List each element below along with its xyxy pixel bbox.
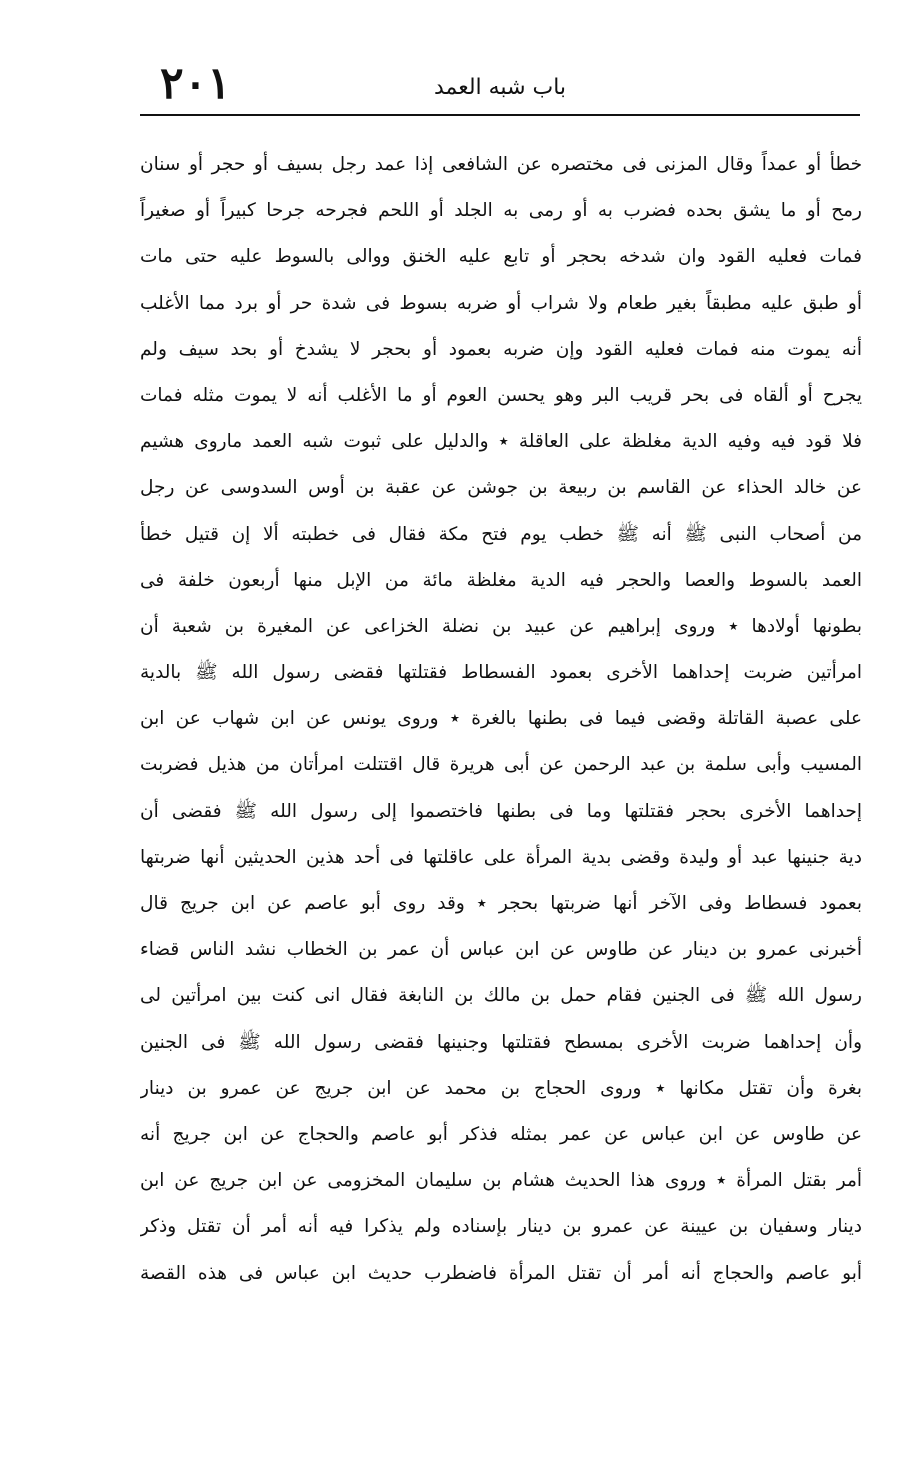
text-line: رسول الله ﷺ فى الجنين فقام حمل بن مالك بن النابغة فقال انى كنت بين امرأتين لى [140,985,862,1007]
text-line: فلا قود فيه وفيه الدية مغلظة على العاقلة ٭ والدليل على ثبوت شبه العمد ماروى هشيم [140,431,862,453]
text-line: أبو عاصم والحجاج أنه أمر أن تقتل المرأة فاضطرب حديث ابن عباس فى هذه القصة [140,1262,862,1284]
text-line: أو طبق عليه مطبقاً بغير طعام ولا شراب أو ضربه بسوط فى شدة حر أو برد مما الأغلب [140,292,862,314]
text-line: يجرح أو ألقاه فى بحر قريب البر وهو يحسن العوم أو ما الأغلب أنه لا يموت مثله فمات [140,384,862,406]
text-line: رمح أو ما يشق بحده فضرب به أو رمى به الجلد أو اللحم فجرحه جرحا كبيراً أو صغيراً [140,200,862,222]
text-line: المسيب وأبى سلمة بن عبد الرحمن عن أبى هريرة قال اقتتلت امرأتان من هذيل فضربت [140,754,862,776]
text-line: إحداهما الأخرى بحجر فقتلتها وما فى بطنها فاختصموا إلى رسول الله ﷺ فقضى أن [140,800,862,822]
text-line: أنه يموت منه فمات فعليه القود وإن ضربه بعمود أو بحجر لا يشدخ أو بحد سيف ولم [140,338,862,360]
text-line: العمد بالسوط والعصا والحجر فيه الدية مغلظة مائة من الإبل منها أربعون خلفة فى [140,569,862,591]
text-line: بطونها أولادها ٭ وروى إبراهيم عن عبيد بن نضلة الخزاعى عن المغيرة بن شعبة أن [140,615,862,637]
text-line: بعمود فسطاط وفى الآخر أنها ضربتها بحجر ٭ وقد روى أبو عاصم عن ابن جريج قال [140,893,862,914]
running-title: باب شبه العمد [433,75,567,100]
text-line: خطأ أو عمداً وقال المزنى فى مختصره عن الشافعى إذا عمد رجل بسيف أو حجر أو سنان [140,154,862,175]
scan-speck [28,28,36,34]
header-rule [140,114,860,116]
text-line: من أصحاب النبى ﷺ أنه ﷺ خطب يوم فتح مكة فقال فى خطبته ألا إن قتيل خطأ [140,523,862,545]
text-line: عن خالد الحذاء عن القاسم بن ربيعة بن جوشن عن عقبة بن أوس السدوسى عن رجل [140,477,862,499]
text-line: دية جنينها عبد أو وليدة وقضى بدية المرأة على عاقلتها فى أحد هذين الحديثين أنها ضربتها [140,846,862,868]
text-line: عن طاوس عن ابن عباس عن عمر بمثله فذكر أبو عاصم والحجاج عن ابن جريج أنه [140,1123,862,1145]
page-header [140,58,860,114]
text-line: امرأتين ضربت إحداهما الأخرى بعمود الفسطاط فقتلتها فقضى رسول الله ﷺ بالدية [140,662,862,684]
text-line: أمر بقتل المرأة ٭ وروى هذا الحديث هشام بن سليمان المخزومى عن ابن جريج عن ابن [140,1170,862,1192]
text-line: بغرة وأن تقتل مكانها ٭ وروى الحجاج بن محمد عن ابن جريج عن عمرو بن دينار [140,1077,862,1099]
text-line: أخبرنى عمرو بن دينار عن طاوس عن ابن عباس أن عمر بن الخطاب نشد الناس قضاء [140,939,862,961]
text-line: فمات فعليه القود وان شدخه بحجر أو تابع عليه الخنق ووالى بالسوط عليه حتى مات [140,246,862,268]
text-line: وأن إحداهما ضربت الأخرى بمسطح فقتلتها وجنينها فقضى رسول الله ﷺ فى الجنين [140,1031,862,1053]
text-line: على عصبة القاتلة وقضى فيما فى بطنها بالغرة ٭ وروى يونس عن ابن شهاب عن ابن [140,708,862,730]
page-number: ٢٠١ [160,58,231,109]
text-line: دينار وسفيان بن عيينة عن عمرو بن دينار بإسناده ولم يذكرا فيه أنه أمر أن تقتل وذكر [140,1216,862,1238]
body-text [140,142,862,1297]
